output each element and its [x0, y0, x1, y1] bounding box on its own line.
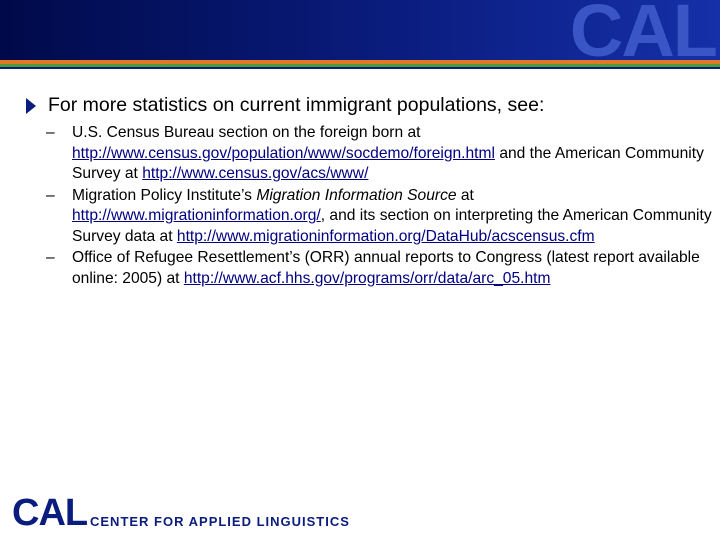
- list-item-census: [46, 123, 716, 185]
- footer-org-name: CENTER FOR APPLIED LINGUISTICS: [90, 514, 350, 529]
- item-text: and the American Community Survey at: [72, 144, 704, 182]
- mpi-home-link[interactable]: http://www.migrationinformation.org/: [72, 207, 321, 224]
- item-text: U.S. Census Bureau section on the foreign born at: [72, 124, 421, 141]
- dash-bullet-icon: –: [46, 186, 55, 204]
- header-logo: CAL: [569, 0, 716, 60]
- list-item-mpi: [46, 186, 716, 248]
- dash-bullet-icon: –: [46, 249, 55, 266]
- orr-report-link[interactable]: http://www.acf.hhs.gov/programs/orr/data/arc_05.htm: [183, 269, 551, 287]
- list-item-orr: [46, 248, 716, 289]
- item-text: Office of Refugee Resettlement’s (ORR) annual reports to Congress (latest report available online: 2005) at: [72, 249, 700, 287]
- main-bullet: [26, 93, 716, 117]
- main-heading: For more statistics on current immigrant populations, see:: [48, 94, 545, 116]
- census-foreign-born-link[interactable]: http://www.census.gov/population/www/socdemo/foreign.html: [72, 144, 495, 162]
- mpi-acs-census-link[interactable]: http://www.migrationinformation.org/DataHub/acscensus.cfm: [176, 227, 595, 245]
- slide-content: [26, 93, 716, 290]
- dash-bullet-icon: –: [46, 124, 55, 141]
- item-text: Migration Policy Institute’s: [72, 186, 257, 204]
- sub-bullet-list: [26, 123, 716, 289]
- publication-title: Migration Information Source: [256, 186, 457, 204]
- item-text: , and its section on interpreting the American Community Survey data at: [72, 207, 712, 245]
- footer-logo: CAL: [12, 492, 88, 534]
- item-text: at: [456, 186, 474, 204]
- header-banner: [0, 0, 720, 60]
- census-acs-link[interactable]: http://www.census.gov/acs/www/: [142, 165, 369, 182]
- header-stripe-navy: [0, 67, 720, 69]
- arrow-bullet-icon: [26, 98, 36, 114]
